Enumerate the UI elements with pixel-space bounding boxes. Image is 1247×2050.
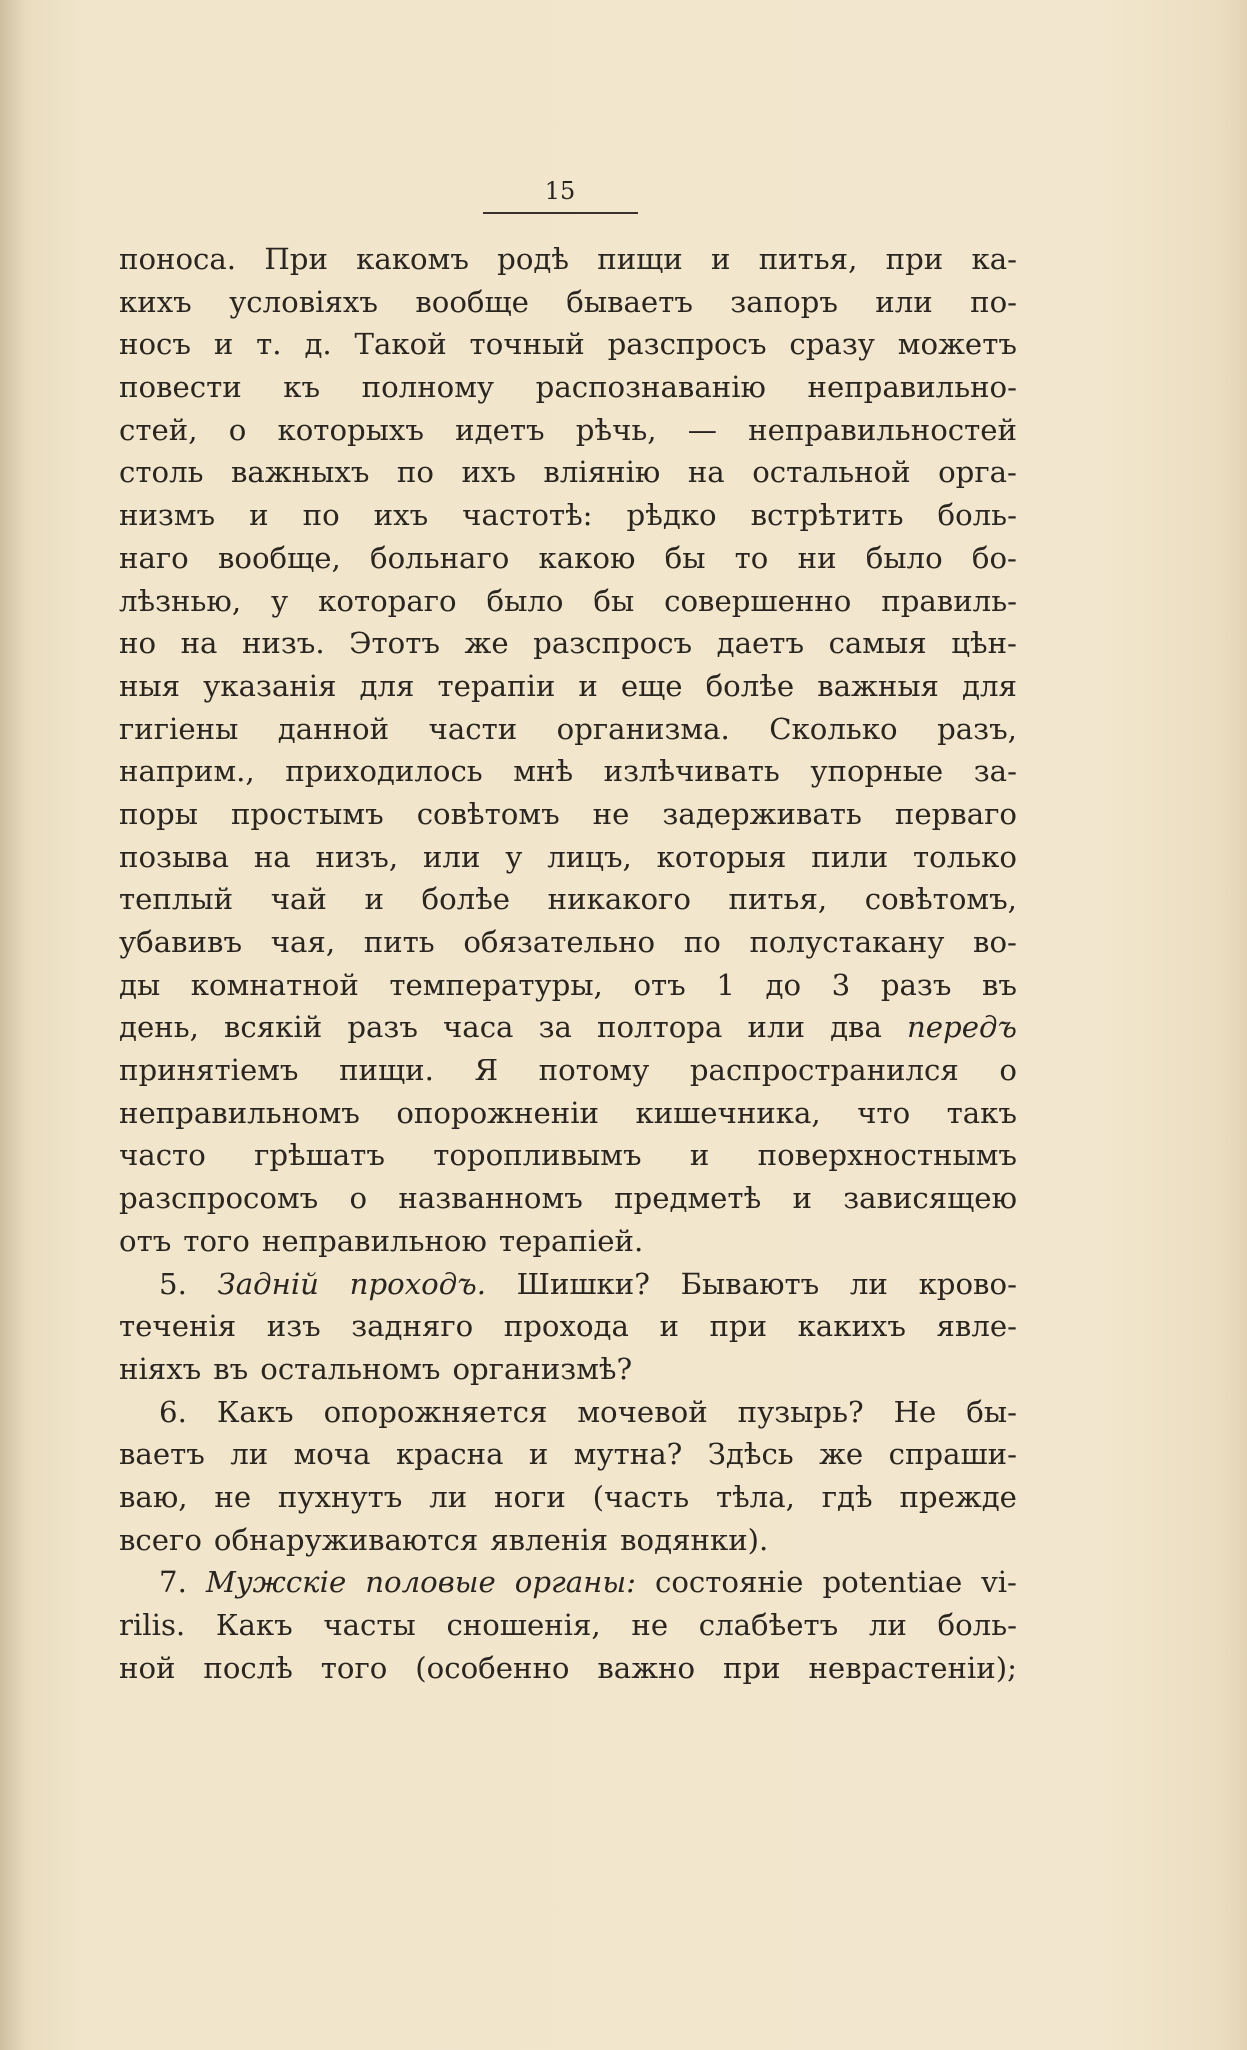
word: обнаруживаются: [213, 1522, 479, 1557]
word: запоръ: [730, 284, 838, 319]
word: чая,: [270, 925, 336, 959]
word: орга-: [938, 455, 1017, 490]
word: какою: [538, 540, 636, 575]
text-line: [119, 793, 1017, 836]
word: наго: [119, 540, 189, 575]
word: кишечника,: [635, 1095, 821, 1130]
text-line: [119, 1006, 1017, 1049]
word: крово-: [918, 1266, 1017, 1301]
word: терапіей.: [498, 1223, 644, 1258]
word: распространился: [689, 1053, 959, 1088]
word: полному: [361, 370, 495, 405]
word: къ: [283, 370, 321, 405]
word: организмѣ?: [452, 1351, 633, 1386]
word: ноги: [494, 1479, 566, 1514]
word: за-: [973, 754, 1017, 789]
word: полтора: [597, 1010, 723, 1045]
word: д.: [304, 327, 332, 362]
word: явле-: [936, 1309, 1017, 1344]
word: для: [359, 668, 415, 703]
word: 3: [831, 967, 851, 1002]
word: или: [422, 839, 481, 874]
word: поноса.: [119, 242, 237, 276]
word: мочевой: [577, 1394, 708, 1429]
word: чай: [270, 882, 327, 917]
text-line: [119, 1647, 1017, 1690]
word: Я: [474, 1053, 499, 1088]
word: разспросомъ: [119, 1181, 319, 1216]
word: по: [396, 455, 434, 490]
word: на: [253, 839, 291, 874]
word: Какъ: [216, 1394, 294, 1429]
word: пить: [363, 925, 435, 959]
word: Здѣсь: [707, 1437, 794, 1472]
word: пухнутъ: [277, 1479, 403, 1514]
word: важныя: [817, 668, 939, 703]
word: низмъ: [119, 498, 216, 533]
word: совершенно: [664, 583, 852, 618]
word: поры: [119, 796, 198, 831]
word: частотѣ:: [462, 498, 593, 533]
word: спраши-: [888, 1437, 1017, 1472]
text-line: [119, 1561, 1017, 1604]
text-line: [119, 1092, 1017, 1135]
word: важныхъ: [231, 455, 370, 490]
text-line: [119, 451, 1017, 494]
text-line: [119, 1433, 1017, 1476]
word: убавивъ: [119, 925, 243, 959]
word: неправильно-: [807, 370, 1017, 405]
word: Сколько: [769, 711, 898, 746]
word: моча: [293, 1437, 371, 1472]
word: ка-: [971, 242, 1017, 276]
word: гигіены: [119, 711, 239, 746]
text-line: [119, 1476, 1017, 1519]
word: день,: [119, 1010, 199, 1045]
word: явленія: [490, 1522, 609, 1557]
word: бы-: [966, 1394, 1017, 1429]
word: Не: [893, 1394, 937, 1429]
word: разъ: [880, 967, 952, 1002]
word: гдѣ: [821, 1479, 873, 1514]
word: водянки).: [620, 1522, 769, 1557]
word: ли: [429, 1479, 468, 1514]
text-line: [119, 708, 1017, 751]
word: же: [464, 626, 509, 661]
word: задняго: [351, 1309, 474, 1344]
word: бо-: [971, 540, 1017, 575]
word: потому: [538, 1053, 650, 1088]
word: указанія: [203, 668, 337, 703]
word: potentiae: [822, 1565, 963, 1600]
text-line: [119, 964, 1017, 1007]
text-line: [119, 1519, 1017, 1562]
word: органы:: [514, 1565, 637, 1600]
word: комнатной: [190, 967, 359, 1002]
word: которыхъ: [277, 412, 424, 447]
word: пищи: [597, 242, 683, 276]
word: при: [885, 242, 944, 276]
word: половые: [365, 1565, 496, 1600]
word: даетъ: [716, 626, 805, 661]
word: до: [765, 967, 802, 1002]
word: всего: [119, 1522, 202, 1557]
word: наприм.,: [119, 754, 255, 789]
word: совѣтомъ,: [864, 882, 1017, 917]
word: бы: [593, 583, 635, 618]
word: боль-: [937, 498, 1017, 533]
text-line: [119, 238, 1017, 281]
word: (особенно: [415, 1650, 570, 1685]
word: по-: [970, 284, 1017, 319]
word: слабѣетъ: [698, 1608, 839, 1642]
word: о: [349, 1181, 368, 1216]
word: проходъ.: [349, 1266, 486, 1301]
word: цѣн-: [951, 626, 1017, 661]
word: не: [631, 1608, 669, 1642]
word: питья,: [728, 882, 828, 917]
word: рѣчь,: [575, 412, 657, 447]
word: vi-: [981, 1565, 1017, 1600]
word: неправильною: [261, 1223, 487, 1258]
text-line: [119, 323, 1017, 366]
word: и: [249, 498, 269, 533]
word: точный: [469, 327, 585, 362]
word: при: [722, 1650, 781, 1685]
word: отъ: [633, 967, 686, 1002]
text-line: [119, 494, 1017, 537]
word: ли: [868, 1608, 907, 1642]
word: по: [302, 498, 340, 533]
word: состояніе: [655, 1565, 804, 1600]
word: какомъ: [356, 242, 469, 276]
word: въ: [213, 1351, 249, 1386]
word: разспросъ: [607, 327, 767, 362]
word: такъ: [946, 1095, 1017, 1130]
text-line: [119, 1391, 1017, 1434]
word: ваю,: [119, 1479, 188, 1514]
text-line: [119, 622, 1017, 665]
word: обязательно: [463, 925, 656, 959]
word: неправильномъ: [119, 1095, 360, 1130]
page-header: [480, 176, 640, 214]
word: ихъ: [373, 498, 429, 533]
word: грѣшатъ: [254, 1138, 385, 1173]
word: теченія: [119, 1309, 237, 1344]
word: но: [119, 626, 157, 661]
header-rule: [483, 212, 638, 214]
word: Шишки?: [516, 1266, 650, 1301]
word: во-: [973, 925, 1017, 959]
word: идетъ: [455, 412, 545, 447]
word: Мужскіе: [205, 1565, 347, 1600]
word: Этотъ: [349, 626, 440, 661]
word: у: [505, 839, 523, 874]
word: опорожненіи: [396, 1095, 600, 1130]
word: и: [792, 1181, 812, 1216]
word: и: [578, 668, 598, 703]
word: остальномъ: [260, 1351, 441, 1386]
text-line: [119, 1220, 1017, 1263]
text-line: [119, 750, 1017, 793]
word: неправильностей: [748, 412, 1017, 447]
word: 1: [716, 967, 735, 1002]
word: низъ,: [315, 839, 399, 874]
word: и: [711, 242, 731, 276]
word: ли: [849, 1266, 888, 1301]
word: на: [687, 455, 725, 490]
word: ли: [230, 1437, 269, 1472]
word: разъ,: [937, 711, 1017, 746]
word: упорные: [810, 754, 944, 789]
text-line: [119, 836, 1017, 879]
word: Задній: [217, 1266, 319, 1301]
word: столь: [119, 455, 204, 490]
word: мнѣ: [513, 754, 574, 789]
word: передъ: [906, 1010, 1017, 1045]
text-line: [119, 537, 1017, 580]
word: сразу: [789, 327, 875, 362]
word: позыва: [119, 839, 230, 874]
word: пузырь?: [737, 1394, 864, 1429]
word: разспросъ: [533, 626, 693, 661]
word: низъ.: [241, 626, 325, 661]
word: питья,: [758, 242, 858, 276]
word: (часть: [592, 1479, 690, 1514]
text-line: [119, 281, 1017, 324]
word: часа: [443, 1010, 514, 1045]
word: того: [183, 1223, 250, 1258]
word: ніяхъ: [119, 1351, 202, 1386]
word: и: [689, 1138, 710, 1173]
word: 7.: [159, 1565, 187, 1600]
word: стей,: [119, 412, 198, 447]
word: самыя: [828, 626, 927, 661]
word: предметѣ: [614, 1181, 762, 1216]
word: только: [912, 839, 1017, 874]
word: и: [213, 327, 234, 362]
text-line: [119, 1134, 1017, 1177]
word: задерживать: [662, 796, 862, 831]
word: или: [747, 1010, 805, 1045]
word: еще: [620, 668, 683, 703]
word: ды: [119, 967, 161, 1002]
word: зависящею: [843, 1181, 1017, 1216]
word: въ: [981, 967, 1017, 1002]
word: опорожняется: [323, 1394, 548, 1429]
text-line: [119, 1348, 1017, 1391]
word: простымъ: [230, 796, 384, 831]
word: болѣе: [705, 668, 795, 703]
word: излѣчивать: [603, 754, 780, 789]
word: для: [962, 668, 1017, 703]
word: рѣдко: [626, 498, 717, 533]
text-line: [119, 921, 1017, 964]
word: пищи.: [339, 1053, 434, 1088]
word: послѣ: [203, 1650, 293, 1685]
word: носъ: [119, 327, 191, 362]
text-line: [119, 1049, 1017, 1092]
word: кихъ: [119, 284, 192, 319]
word: о: [999, 1053, 1017, 1088]
word: бы: [664, 540, 706, 575]
word: было: [865, 540, 943, 575]
word: не: [214, 1479, 252, 1514]
word: совѣтомъ: [416, 796, 560, 831]
word: при: [709, 1309, 768, 1344]
word: остальной: [752, 455, 911, 490]
word: два: [830, 1010, 882, 1045]
word: ни: [797, 540, 837, 575]
word: то: [734, 540, 769, 575]
word: о: [228, 412, 247, 447]
word: вліянію: [543, 455, 661, 490]
word: вообще: [415, 284, 529, 319]
word: торопливымъ: [433, 1138, 642, 1173]
word: температуры,: [389, 967, 603, 1002]
word: rilis.: [119, 1608, 186, 1642]
word: мутна?: [573, 1437, 683, 1472]
word: ной: [119, 1650, 176, 1685]
word: важно: [597, 1650, 696, 1685]
word: поверхностнымъ: [757, 1138, 1017, 1173]
word: тѣла,: [715, 1479, 795, 1514]
word: по: [683, 925, 721, 959]
word: вообще,: [217, 540, 341, 575]
word: бываетъ: [566, 284, 693, 319]
text-line: [119, 1305, 1017, 1348]
word: Бываютъ: [680, 1266, 820, 1301]
text-line: [119, 1604, 1017, 1647]
word: отъ: [119, 1223, 172, 1258]
word: и: [364, 882, 384, 917]
word: полустакану: [749, 925, 945, 959]
word: котораго: [318, 583, 457, 618]
word: же: [819, 1437, 864, 1472]
word: —: [687, 412, 717, 447]
text-line: [119, 1263, 1017, 1306]
word: боль-: [937, 1608, 1017, 1642]
page-number: 15: [544, 177, 576, 205]
word: распознаванію: [535, 370, 766, 405]
word: т.: [256, 327, 282, 362]
word: какихъ: [797, 1309, 906, 1344]
word: Какъ: [215, 1608, 293, 1642]
word: части: [428, 711, 518, 746]
word: организма.: [556, 711, 730, 746]
text-line: [119, 665, 1017, 708]
text-line: [119, 878, 1017, 921]
text-line: [119, 580, 1017, 623]
word: которыя: [656, 839, 787, 874]
text-line: [119, 409, 1017, 452]
word: приходилось: [285, 754, 483, 789]
word: и: [528, 1437, 549, 1472]
word: прежде: [899, 1479, 1017, 1514]
word: повести: [119, 370, 242, 405]
word: пили: [811, 839, 889, 874]
word: принятіемъ: [119, 1053, 299, 1088]
word: болѣе: [421, 882, 511, 917]
word: или: [875, 284, 933, 319]
word: можетъ: [897, 327, 1017, 362]
word: ныя: [119, 668, 181, 703]
word: красна: [395, 1437, 504, 1472]
word: изъ: [266, 1309, 321, 1344]
word: данной: [277, 711, 390, 746]
word: терапіи: [437, 668, 556, 703]
word: разъ: [347, 1010, 418, 1045]
word: неврастеніи);: [808, 1650, 1017, 1685]
word: названномъ: [398, 1181, 583, 1216]
word: правиль-: [881, 583, 1017, 618]
word: ихъ: [461, 455, 516, 490]
word: 5.: [159, 1266, 187, 1301]
word: условіяхъ: [229, 284, 378, 319]
word: встрѣтить: [750, 498, 904, 533]
text-line: [119, 1177, 1017, 1220]
word: Такой: [354, 327, 447, 362]
word: часты: [323, 1608, 416, 1642]
word: больнаго: [370, 540, 510, 575]
word: перваго: [894, 796, 1017, 831]
word: у: [271, 583, 289, 618]
word: того: [320, 1650, 388, 1685]
word: ваетъ: [119, 1437, 205, 1472]
word: никакого: [547, 882, 691, 917]
word: родѣ: [497, 242, 569, 276]
word: за: [538, 1010, 572, 1045]
text-line: [119, 366, 1017, 409]
word: теплый: [119, 882, 234, 917]
word: 6.: [159, 1394, 187, 1429]
word: часто: [119, 1138, 206, 1173]
word: лицъ,: [547, 839, 632, 874]
word: лѣзнью,: [119, 583, 242, 618]
word: При: [264, 242, 328, 276]
word: и: [659, 1309, 679, 1344]
word: всякій: [223, 1010, 323, 1045]
body-text: [119, 238, 1017, 1689]
word: было: [486, 583, 564, 618]
word: прохода: [503, 1309, 629, 1344]
word: на: [180, 626, 218, 661]
word: сношенія,: [446, 1608, 601, 1642]
word: что: [857, 1095, 911, 1130]
word: не: [592, 796, 630, 831]
